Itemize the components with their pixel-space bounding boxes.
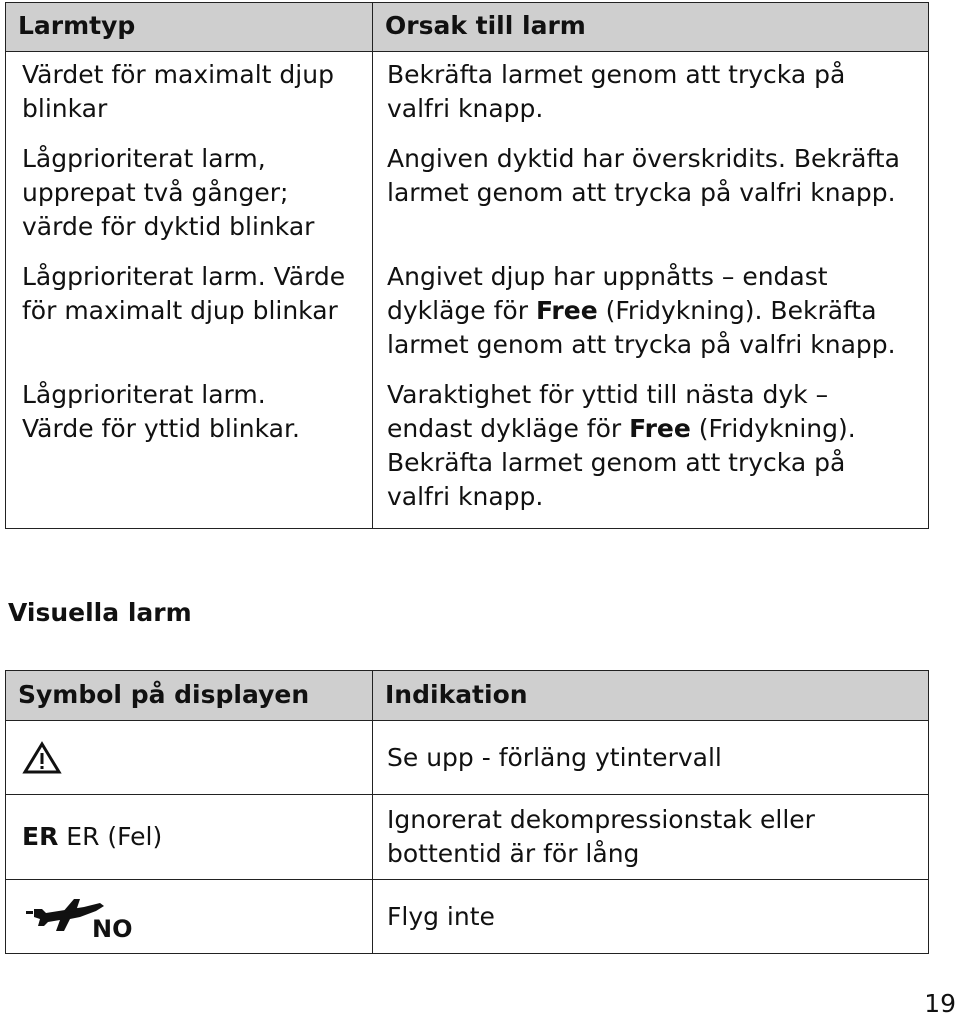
- table-row: [6, 250, 929, 368]
- table-row: [6, 52, 929, 133]
- alarm-type-cell: [6, 368, 373, 529]
- alarm-type-cell: Värdet för maximalt djup blinkar: [6, 52, 373, 133]
- header-alarm-cause: Orsak till larm: [373, 3, 929, 52]
- page-number: 19: [924, 989, 956, 1018]
- mode-free-label: Free: [535, 296, 598, 325]
- table-row: [6, 721, 929, 795]
- mode-free-label: Free: [629, 414, 691, 443]
- alarm-type-line: Värde för yttid blinkar.: [22, 414, 300, 443]
- no-fly-airplane-icon: [22, 895, 360, 939]
- indication-cell: Se upp - förläng ytintervall: [373, 721, 929, 795]
- table-row: [6, 132, 929, 250]
- cause-text: Varaktighet för yttid till nästa dyk – endast dykläge för: [387, 380, 829, 443]
- header-indication: Indikation: [373, 671, 929, 721]
- cause-text: (Fridykning). Bekräfta larmet genom att trycka på valfri knapp.: [387, 414, 856, 511]
- symbol-cell: [6, 795, 373, 880]
- alarm-type-cell: Lågprioriterat larm. Värde för maximalt djup blinkar: [6, 250, 373, 368]
- alarm-cause-cell: [373, 250, 929, 368]
- alarm-type-table: [5, 2, 929, 529]
- alarm-cause-cell: Angiven dyktid har överskridits. Bekräfta larmet genom att trycka på valfri knapp.: [373, 132, 929, 250]
- er-symbol-text: ER (Fel): [58, 822, 163, 851]
- alarm-cause-cell: Bekräfta larmet genom att trycka på valfri knapp.: [373, 52, 929, 133]
- symbol-cell: [6, 880, 373, 954]
- alarm-cause-cell: [373, 368, 929, 529]
- cause-text: Angivet djup har uppnåtts – endast dykläge för: [387, 262, 828, 325]
- alarm-type-line: Lågprioriterat larm.: [22, 380, 266, 409]
- visual-alarms-table: [5, 670, 929, 954]
- no-fly-text: NO: [92, 914, 133, 939]
- indication-cell: Ignorerat dekompressionstak eller bottentid är för lång: [373, 795, 929, 880]
- alarm-type-cell: Lågprioriterat larm, upprepat två gånger; värde för dyktid blinkar: [6, 132, 373, 250]
- cause-text: (Fridykning). Bekräfta larmet genom att trycka på valfri knapp.: [387, 296, 896, 359]
- section-title: Visuella larm: [8, 598, 192, 627]
- er-symbol: ER: [22, 822, 59, 851]
- header-symbol: Symbol på displayen: [6, 671, 373, 721]
- table-row: [6, 368, 929, 529]
- table-row: [6, 795, 929, 880]
- indication-cell: Flyg inte: [373, 880, 929, 954]
- warning-triangle-icon: [22, 741, 360, 775]
- table-row: [6, 880, 929, 954]
- header-alarm-type: Larmtyp: [6, 3, 373, 52]
- symbol-cell: [6, 721, 373, 795]
